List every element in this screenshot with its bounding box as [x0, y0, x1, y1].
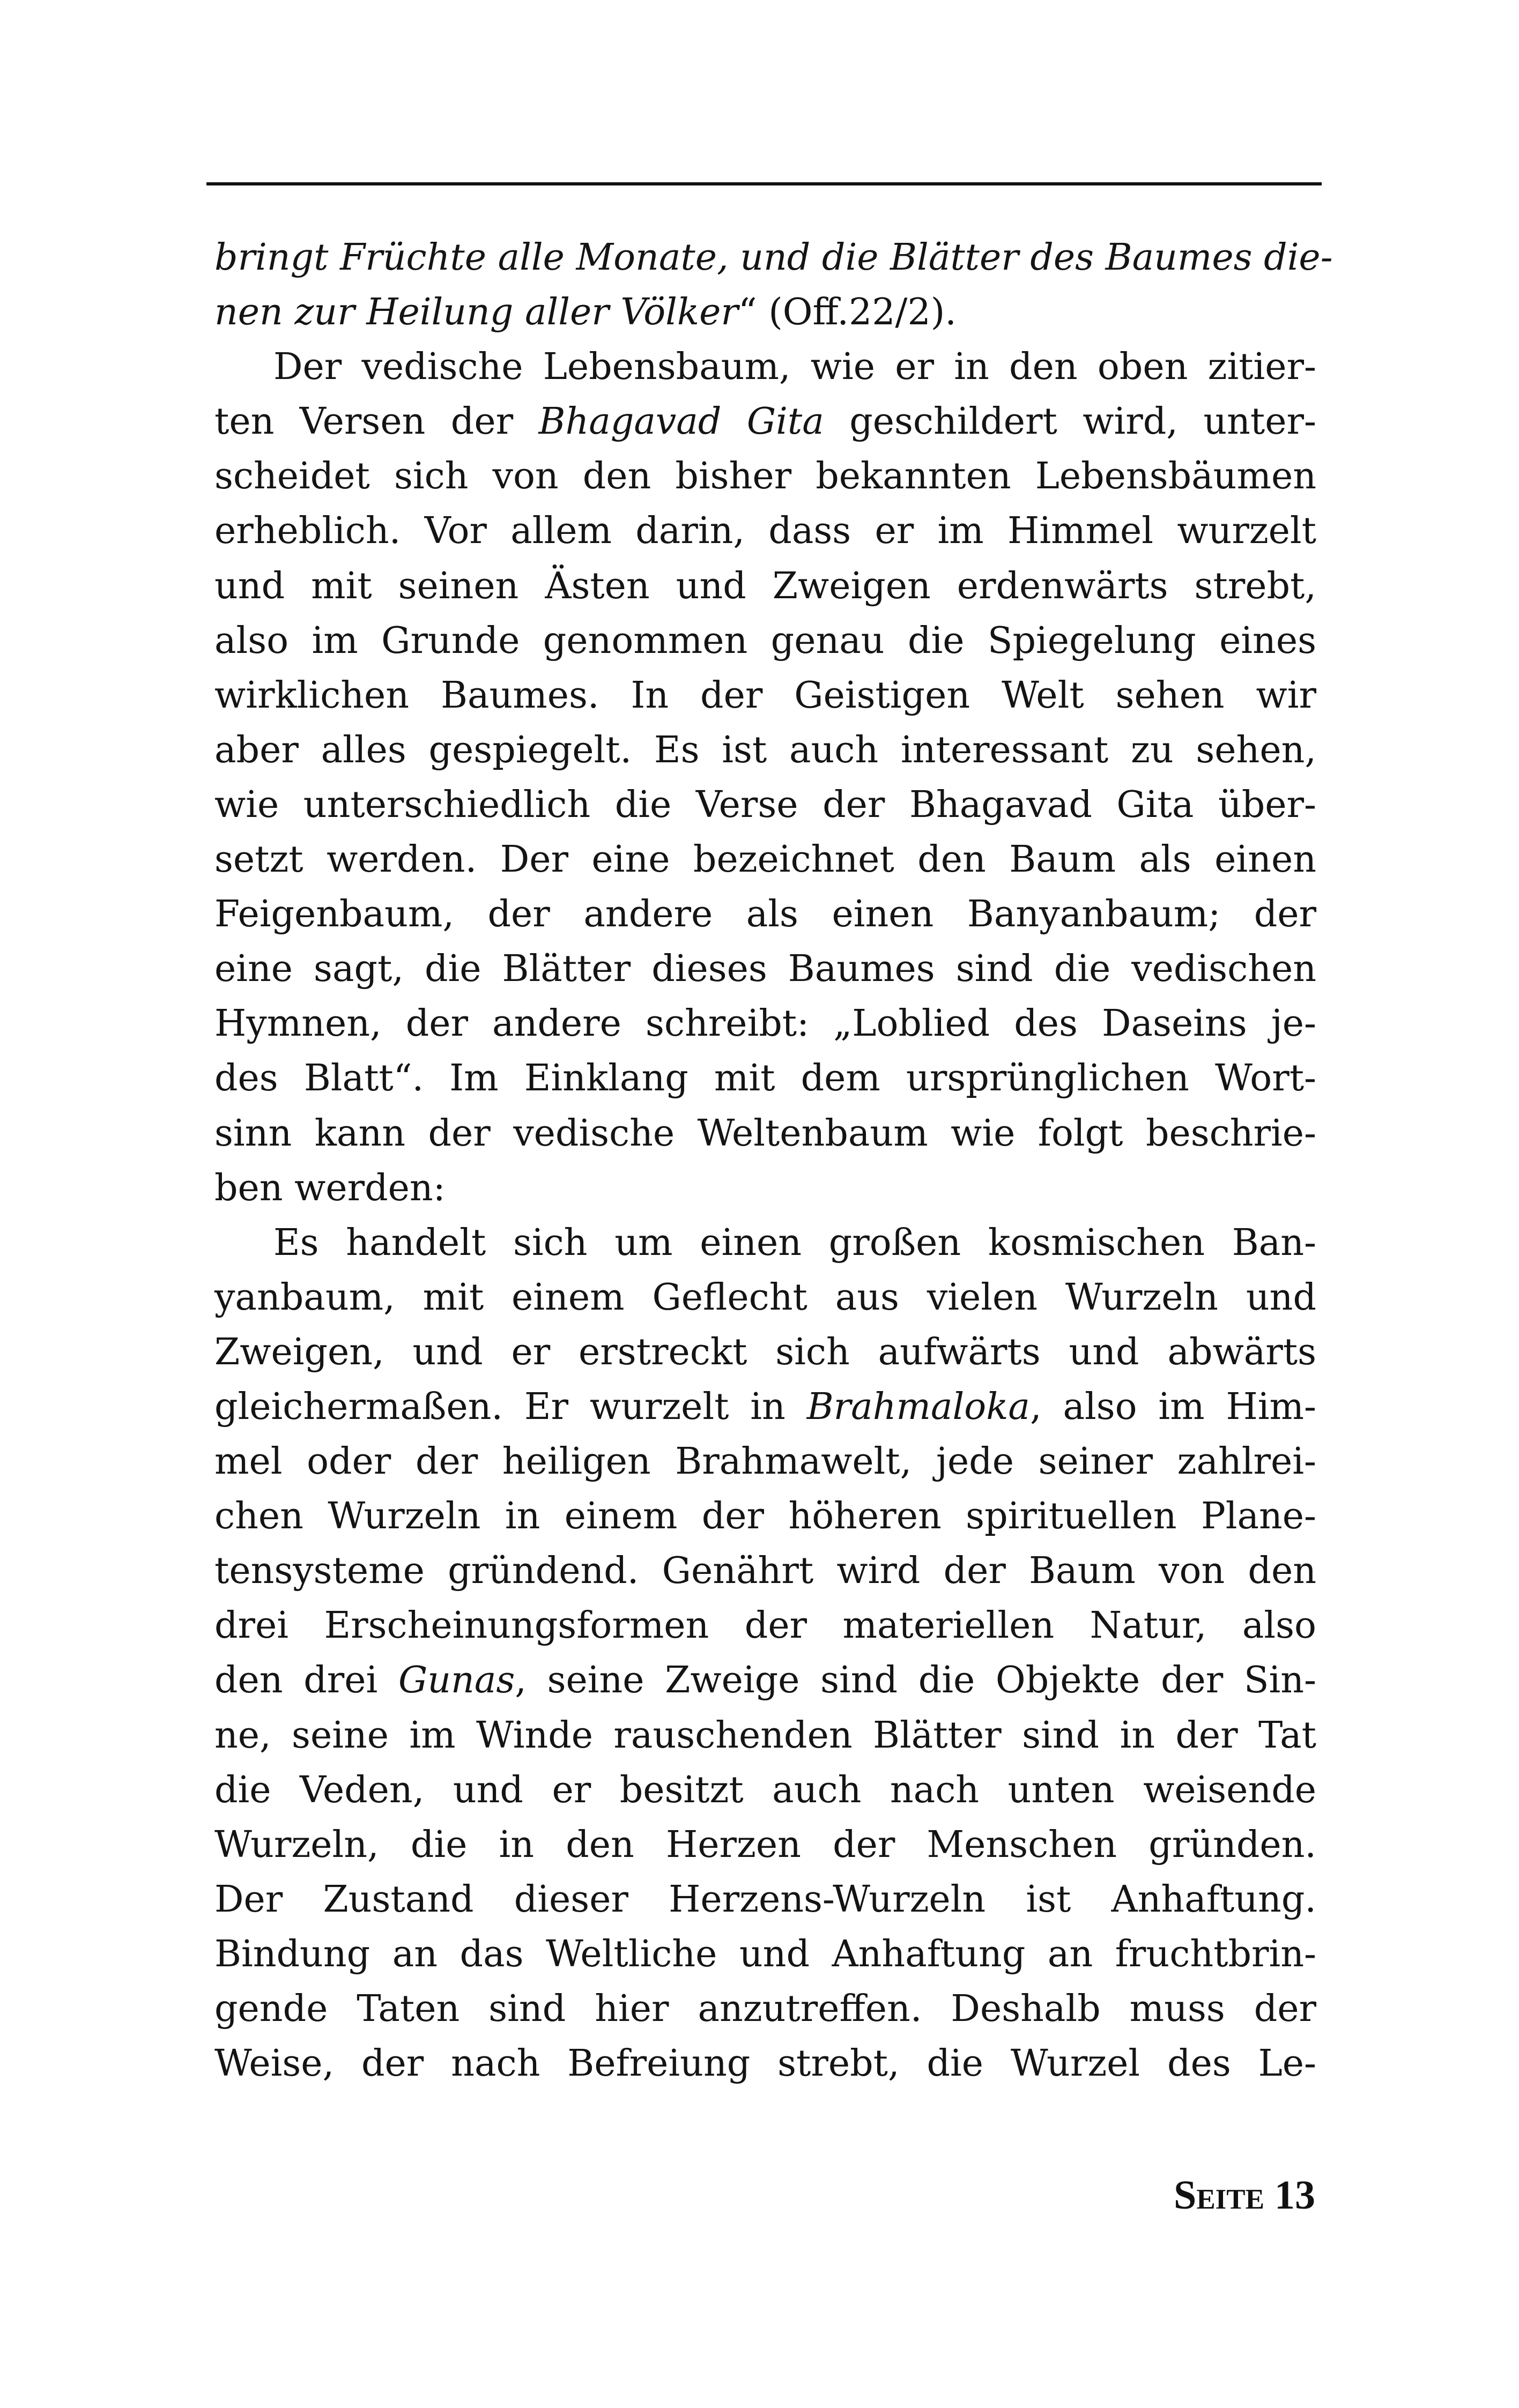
text-segment: erheblich. Vor allem darin, dass er im Himmel wurzelt [214, 510, 1316, 553]
text-line [214, 231, 1333, 285]
text-segment: mel oder der heiligen Brahmawelt, jede seiner zahlrei- [214, 1440, 1316, 1483]
text-segment: chen Wurzeln in einem der höheren spirituellen Plane- [214, 1495, 1316, 1538]
text-line [214, 942, 1316, 997]
text-line [214, 1982, 1316, 2037]
text-segment: , also im Him- [1029, 1385, 1316, 1428]
text-line [214, 340, 1316, 395]
text-line [214, 395, 1316, 449]
text-segment: also im Grunde genommen genau die Spiegelung eines [214, 619, 1316, 662]
text-line [214, 1325, 1316, 1380]
italic-text: Gunas [398, 1659, 515, 1702]
text-segment: Hymnen, der andere schreibt: „Loblied des Daseins je- [214, 1002, 1316, 1045]
text-line [214, 1270, 1316, 1325]
text-line [214, 1872, 1316, 1927]
text-line [214, 1763, 1316, 1818]
text-line [214, 1106, 1316, 1161]
text-line [214, 1435, 1316, 1489]
body-text [214, 231, 1333, 2091]
text-segment: geschildert wird, unter- [824, 400, 1316, 443]
text-line [214, 1161, 1316, 1216]
text-line [214, 1708, 1316, 1763]
italic-text: Brahmaloka [806, 1385, 1030, 1428]
text-segment: ne, seine im Winde rauschenden Blätter sind in der Tat [214, 1714, 1316, 1757]
text-segment: gleichermaßen. Er wurzelt in [214, 1385, 807, 1428]
text-segment: Zweigen, und er erstreckt sich aufwärts und abwärts [214, 1331, 1316, 1373]
text-line [214, 285, 1316, 340]
text-line [214, 668, 1316, 723]
text-segment: ten Versen der [214, 400, 539, 443]
text-line [214, 1544, 1316, 1599]
text-segment: wirklichen Baumes. In der Geistigen Welt sehen wir [214, 674, 1316, 717]
text-segment: Weise, der nach Befreiung strebt, die Wurzel des Le- [214, 2042, 1316, 2085]
italic-text: nen zur Heilung aller Völker [214, 291, 738, 334]
text-line [214, 1653, 1316, 1708]
text-segment: drei Erscheinungsformen der materiellen Natur, also [214, 1604, 1316, 1647]
text-segment: Bindung an das Weltliche und Anhaftung an fruchtbrin- [214, 1933, 1316, 1975]
text-line [214, 614, 1316, 668]
text-segment: , seine Zweige sind die Objekte der Sin- [515, 1659, 1316, 1702]
text-segment: scheidet sich von den bisher bekannten Lebensbäumen [214, 455, 1316, 498]
text-segment: Der vedische Lebensbaum, wie er in den oben zitier- [273, 346, 1316, 389]
text-segment: und mit seinen Ästen und Zweigen erdenwärts strebt, [214, 564, 1316, 607]
text-segment: ben werden: [214, 1166, 446, 1209]
text-segment: eine sagt, die Blätter dieses Baumes sind die vedischen [214, 948, 1316, 991]
text-line [214, 1380, 1316, 1435]
text-line [214, 449, 1316, 504]
text-segment: Es handelt sich um einen großen kosmischen Ban- [273, 1221, 1316, 1264]
text-line [214, 833, 1316, 887]
text-line [214, 1599, 1316, 1653]
text-line [214, 1489, 1316, 1544]
italic-text: bringt Früchte alle Monate, und die Blätter des Baumes die- [214, 236, 1333, 279]
text-segment: gende Taten sind hier anzutreffen. Deshalb muss der [214, 1988, 1316, 2030]
page-number: 13 [1275, 2173, 1315, 2218]
text-line [214, 723, 1316, 778]
text-line [214, 1927, 1316, 1982]
text-segment: aber alles gespiegelt. Es ist auch interessant zu sehen, [214, 729, 1316, 771]
header-rule [206, 182, 1322, 185]
text-line [214, 1216, 1316, 1270]
text-line [214, 887, 1316, 942]
text-segment: sinn kann der vedische Weltenbaum wie folgt beschrie- [214, 1112, 1316, 1155]
text-segment: die Veden, und er besitzt auch nach unten weisende [214, 1768, 1316, 1811]
text-segment: den drei [214, 1659, 398, 1702]
text-line [214, 504, 1316, 559]
text-line [214, 559, 1316, 614]
text-segment: “ (Off.22/2). [738, 291, 957, 334]
italic-text: Bhagavad Gita [538, 400, 824, 443]
text-line [214, 1051, 1316, 1106]
text-segment: Wurzeln, die in den Herzen der Menschen gründen. [214, 1823, 1316, 1866]
text-segment: wie unterschiedlich die Verse der Bhagavad Gita über- [214, 783, 1316, 826]
text-line [214, 1818, 1316, 1872]
text-segment: yanbaum, mit einem Geflecht aus vielen Wurzeln und [214, 1276, 1316, 1319]
text-segment: setzt werden. Der eine bezeichnet den Baum als einen [214, 838, 1316, 881]
page-label: Seite [1174, 2173, 1264, 2218]
page-footer [1174, 2171, 1315, 2219]
text-segment: Der Zustand dieser Herzens-Wurzeln ist Anhaftung. [214, 1878, 1316, 1921]
text-segment: des Blatt“. Im Einklang mit dem ursprünglichen Wort- [214, 1057, 1316, 1100]
text-line [214, 997, 1316, 1051]
text-segment: Feigenbaum, der andere als einen Banyanbaum; der [214, 893, 1316, 936]
text-segment: tensysteme gründend. Genährt wird der Baum von den [214, 1550, 1316, 1593]
text-line [214, 2037, 1316, 2091]
text-line [214, 778, 1316, 833]
